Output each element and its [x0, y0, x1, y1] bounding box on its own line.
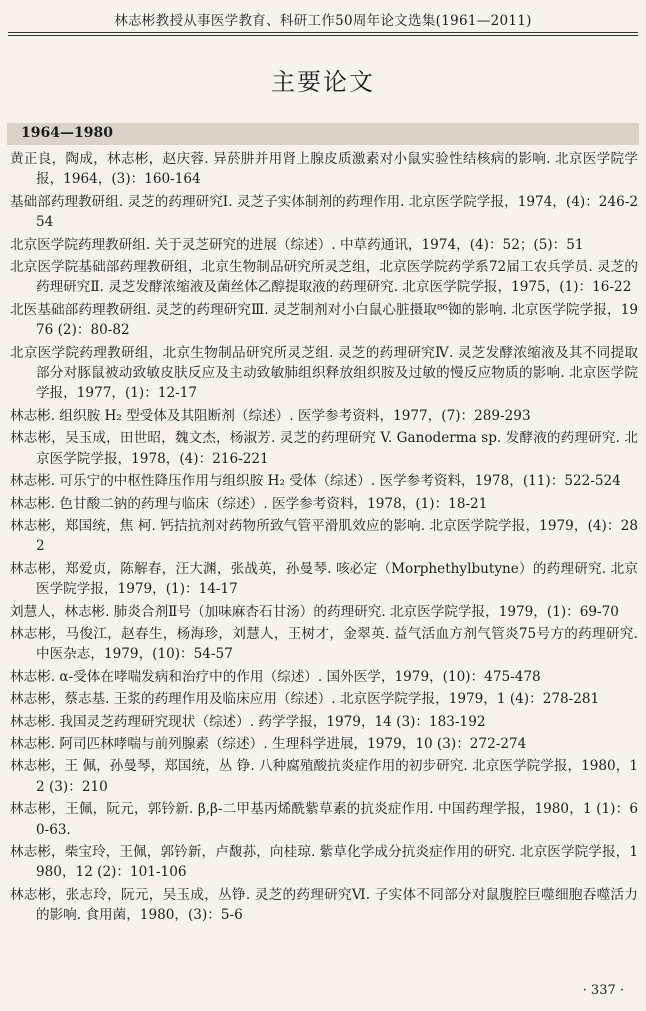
reference-item: 林志彬，蔡志基. 王浆的药理作用及临床应用（综述）. 北京医学院学报，1979，1 (4)：278-281 [10, 691, 600, 708]
reference-item: 北京医学院药理教研组. 关于灵芝研究的进展（综述）. 中草药通讯，1974，(4)：52；(5)：51 [10, 236, 584, 253]
reference-item: 北京医学院基础部药理教研组，北京生物制品研究所灵芝组，北京医学院药学系72届工农兵学员. 灵芝的药理研究Ⅱ. 灵芝发酵浓缩液及菌丝体乙醇提取液的药理研究. 北京医学院学报，1975，(1)：16-22 [10, 259, 638, 296]
header-rule [8, 32, 638, 36]
reference-item: 林志彬，郑爱贞，陈解春，汪大渊，张战英，孙曼琴. 咳必定（Morphethylbutyne）的药理研究. 北京医学院学报，1979，(1)：14-17 [10, 560, 638, 598]
reference-item: 林志彬，张志玲，阮元，吴玉成，丛铮. 灵芝的药理研究Ⅵ. 子实体不同部分对鼠腹腔巨噬细胞吞噬活力的影响. 食用菌，1980，(3)：5-6 [10, 886, 638, 924]
page-number: · 337 · [582, 983, 624, 998]
reference-item: 林志彬. 色甘酸二钠的药理与临床（综述）. 医学参考资料，1978，(1)：18-21 [10, 495, 488, 512]
section-label: 1964—1980 [21, 125, 113, 141]
reference-item: 林志彬. 组织胺 H₂ 型受体及其阻断剂（综述）. 医学参考资料，1977，(7)：289-293 [10, 407, 531, 424]
reference-item: 林志彬. 我国灵芝药理研究现状（综述）. 药学学报，1979，14 (3)：183-192 [10, 713, 486, 730]
reference-item: 林志彬. α-受体在哮喘发病和治疗中的作用（综述）. 国外医学，1979，(10)：475-478 [10, 668, 541, 685]
reference-item: 北医基础部药理教研组. 灵芝的药理研究Ⅲ. 灵芝制剂对小白鼠心脏摄取⁸⁶铷的影响. 北京医学院学报，1976 (2)：80-82 [10, 301, 638, 339]
reference-item: 林志彬，王 佩，孙曼琴，郑国统，丛 铮. 八种腐殖酸抗炎症作用的初步研究. 北京医学院学报，1980，12 (3)：210 [10, 758, 638, 795]
reference-item: 基础部药理教研组. 灵芝的药理研究Ⅰ. 灵芝子实体制剂的药理作用. 北京医学院学报，1974，(4)：246-254 [10, 193, 638, 231]
running-header: 林志彬教授从事医学教育、科研工作50周年论文选集(1961—2011) [114, 13, 532, 29]
reference-item: 林志彬，王佩，阮元，郭钤新. β,β-二甲基丙烯酰紫草素的抗炎症作用. 中国药理学报，1980，1 (1)：60-63. [10, 801, 638, 838]
reference-item: 林志彬. 阿司匹林哮喘与前列腺素（综述）. 生理科学进展，1979，10 (3)：272-274 [10, 735, 527, 752]
reference-item: 林志彬，马俊江，赵春生，杨海珍，刘慧人，王树才，金翠英. 益气活血方剂气管炎75号方的药理研究. 中医杂志，1979，(10)：54-57 [10, 625, 638, 663]
reference-item: 林志彬，郑国统，焦 柯. 钙拮抗剂对药物所致气管平滑肌效应的影响. 北京医学院学报，1979，(4)：282 [10, 517, 638, 555]
reference-list [10, 149, 638, 928]
section-band [7, 123, 639, 145]
reference-item: 林志彬. 可乐宁的中枢性降压作用与组织胺 H₂ 受体（综述）. 医学参考资料，1978，(11)：522-524 [10, 473, 621, 490]
reference-item: 刘慧人，林志彬. 肺炎合剂Ⅱ号（加味麻杏石甘汤）的药理研究. 北京医学院学报，1979，(1)：69-70 [10, 603, 619, 620]
reference-item: 北京医学院药理教研组，北京生物制品研究所灵芝组. 灵芝的药理研究Ⅳ. 灵芝发酵浓缩液及其不同提取部分对豚鼠被动致敏皮肤反应及主动致敏肺组织释放组织胺及过敏的慢反应物质的影响. 北京医学院学报，1977，(1)：12-17 [10, 344, 638, 402]
reference-item: 林志彬，柴宝玲，王佩，郭钤新，卢馥荪，向桂琼. 紫草化学成分抗炎症作用的研究. 北京医学院学报，1980，12 (2)：101-106 [10, 844, 638, 881]
reference-item: 黄正良，陶成，林志彬，赵庆蓉. 异菸肼并用肾上腺皮质激素对小鼠实验性结核病的影响. 北京医学院学报，1964，(3)：160-164 [10, 151, 638, 188]
reference-item: 林志彬，吴玉成，田世昭，魏文杰，杨淑芳. 灵芝的药理研究 V. Ganoderma sp. 发酵液的药理研究. 北京医学院学报，1978，(4)：216-221 [10, 430, 638, 467]
page-title: 主要论文 [271, 68, 375, 96]
